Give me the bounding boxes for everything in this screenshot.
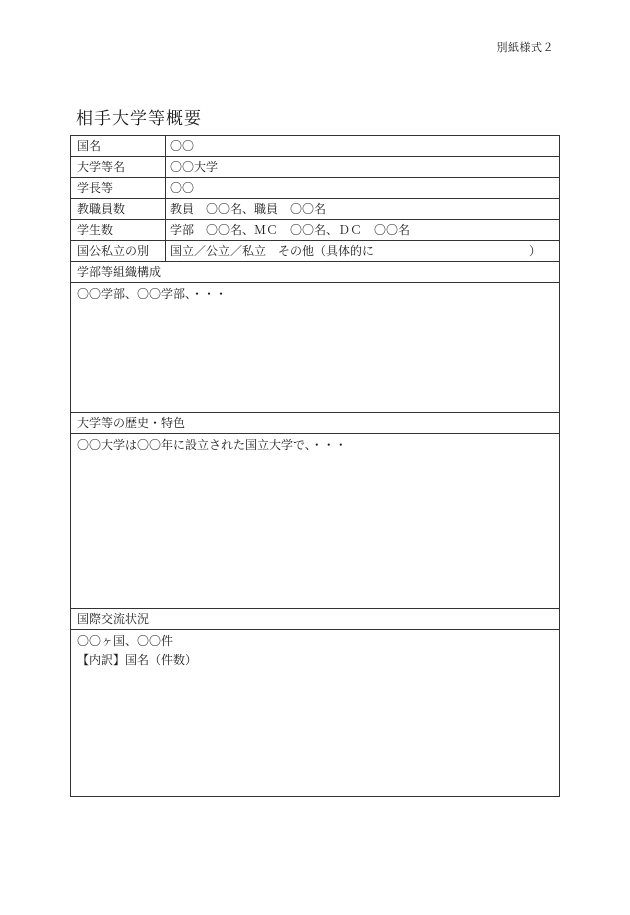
section-heading-history: 大学等の歴史・特色 xyxy=(71,413,559,434)
row-value: 〇〇大学 xyxy=(170,160,219,174)
overview-form xyxy=(70,135,560,797)
row-student-count xyxy=(71,220,559,241)
row-label: 国公私立の別 xyxy=(71,241,166,261)
row-president xyxy=(71,178,559,199)
document-title: 相手大学等概要 xyxy=(76,109,202,129)
row-staff-count xyxy=(71,199,559,220)
section-heading-international: 国際交流状況 xyxy=(71,609,559,630)
row-label: 学長等 xyxy=(71,178,166,198)
row-value: 教員 〇〇名、職員 〇〇名 xyxy=(170,202,327,216)
page-label: 別紙様式２ xyxy=(496,41,554,54)
row-label: 大学等名 xyxy=(71,157,166,177)
section-line: 〇〇大学は〇〇年に設立された国立大学で、・・・ xyxy=(77,438,347,452)
row-country xyxy=(71,136,559,157)
section-line: 【内訳】国名（件数） xyxy=(77,653,198,667)
row-university-name xyxy=(71,157,559,178)
row-value: 〇〇 xyxy=(170,139,195,153)
closing-paren: ） xyxy=(528,244,541,258)
row-label: 教職員数 xyxy=(71,199,166,219)
row-label: 国名 xyxy=(71,136,166,156)
row-institution-type xyxy=(71,241,559,262)
row-value xyxy=(166,241,559,261)
section-body-faculties xyxy=(71,283,559,413)
institution-type-text: 国立／公立／私立 その他（具体的に xyxy=(170,244,375,258)
section-line: 〇〇学部、〇〇学部、・・・ xyxy=(77,287,228,301)
row-value: 学部 〇〇名、ＭＣ 〇〇名、ＤＣ 〇〇名 xyxy=(170,223,411,237)
section-body-history xyxy=(71,434,559,609)
section-body-international xyxy=(71,630,559,798)
section-line: 〇〇ヶ国、〇〇件 xyxy=(77,634,174,648)
row-label: 学生数 xyxy=(71,220,166,240)
row-value: 〇〇 xyxy=(170,181,195,195)
section-heading-faculties: 学部等組織構成 xyxy=(71,262,559,283)
